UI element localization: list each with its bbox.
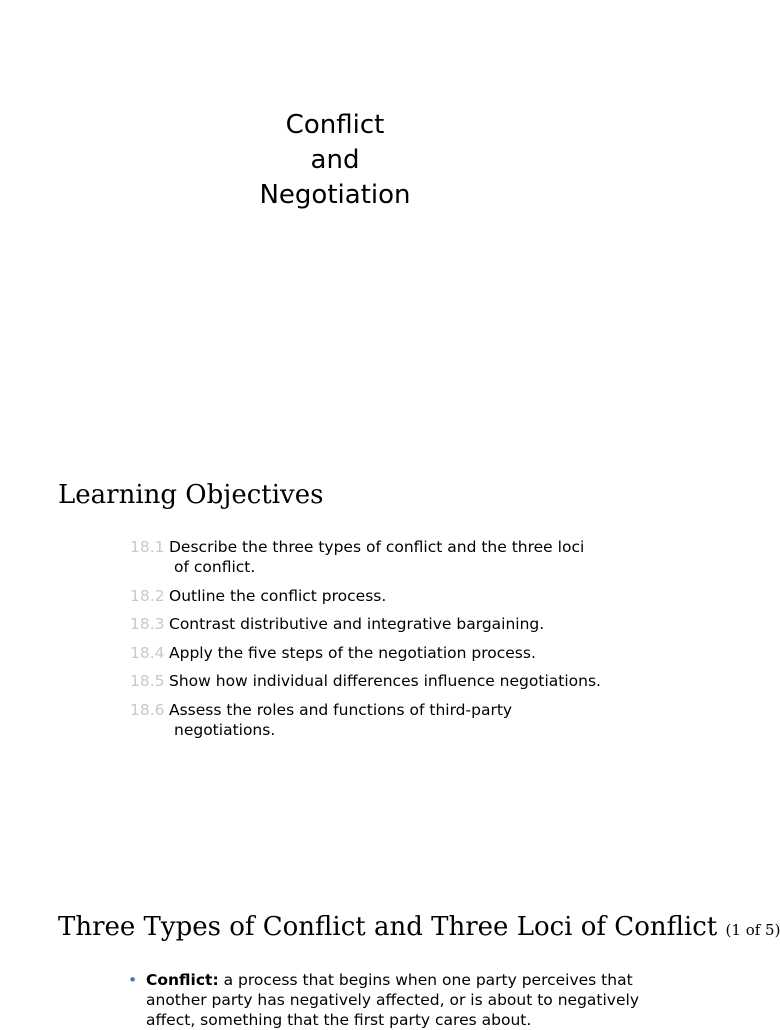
objective-text <box>169 671 650 691</box>
slide-title <box>230 108 440 213</box>
objective-item <box>130 586 650 606</box>
title-line-3: Negotiation <box>259 180 411 210</box>
objective-item <box>130 643 650 663</box>
slide-counter: (1 of 5) <box>725 921 780 939</box>
objective-text <box>169 614 650 634</box>
objective-text-line-1: Outline the conflict process. <box>169 586 387 605</box>
three-types-heading-text: Three Types of Conflict and Three Loci of Conflict <box>58 912 718 942</box>
objective-text <box>169 586 650 606</box>
objective-text <box>169 537 650 577</box>
objective-item <box>130 700 650 740</box>
objective-number: 18.6 <box>130 700 165 719</box>
bullet-icon: • <box>128 971 138 989</box>
objective-number: 18.5 <box>130 672 165 690</box>
title-line-2: and <box>310 145 360 175</box>
objective-text-line-1: Assess the roles and functions of third-party <box>169 700 513 719</box>
learning-objectives-list <box>130 537 650 748</box>
objective-item <box>130 671 650 691</box>
three-types-heading <box>58 912 780 942</box>
objective-text-line-2: negotiations. <box>174 720 276 739</box>
objective-number: 18.3 <box>130 615 165 633</box>
objective-number: 18.4 <box>130 643 165 662</box>
objective-text-line-1: Apply the five steps of the negotiation process. <box>169 643 536 662</box>
objective-text-line-1: Describe the three types of conflict and the three loci <box>169 538 585 556</box>
bullet-body <box>146 970 648 1030</box>
objective-number: 18.1 <box>130 538 165 556</box>
definition-text: a process that begins when one party perceives that another party has negatively affected, or is about to negatively affect, something that the first party cares about. <box>146 971 639 1029</box>
objective-text <box>169 700 650 740</box>
learning-objectives-heading: Learning Objectives <box>58 480 324 510</box>
definition-term: Conflict: <box>146 971 219 989</box>
objective-text-line-1: Contrast distributive and integrative bargaining. <box>169 615 545 633</box>
title-line-1: Conflict <box>285 110 385 140</box>
objective-item <box>130 614 650 634</box>
conflict-definition-bullet <box>128 970 648 1030</box>
objective-item <box>130 537 650 577</box>
objective-text <box>169 643 650 663</box>
objective-text-line-1: Show how individual differences influence negotiations. <box>169 672 601 690</box>
objective-text-line-2: of conflict. <box>174 558 256 576</box>
objective-number: 18.2 <box>130 586 165 605</box>
